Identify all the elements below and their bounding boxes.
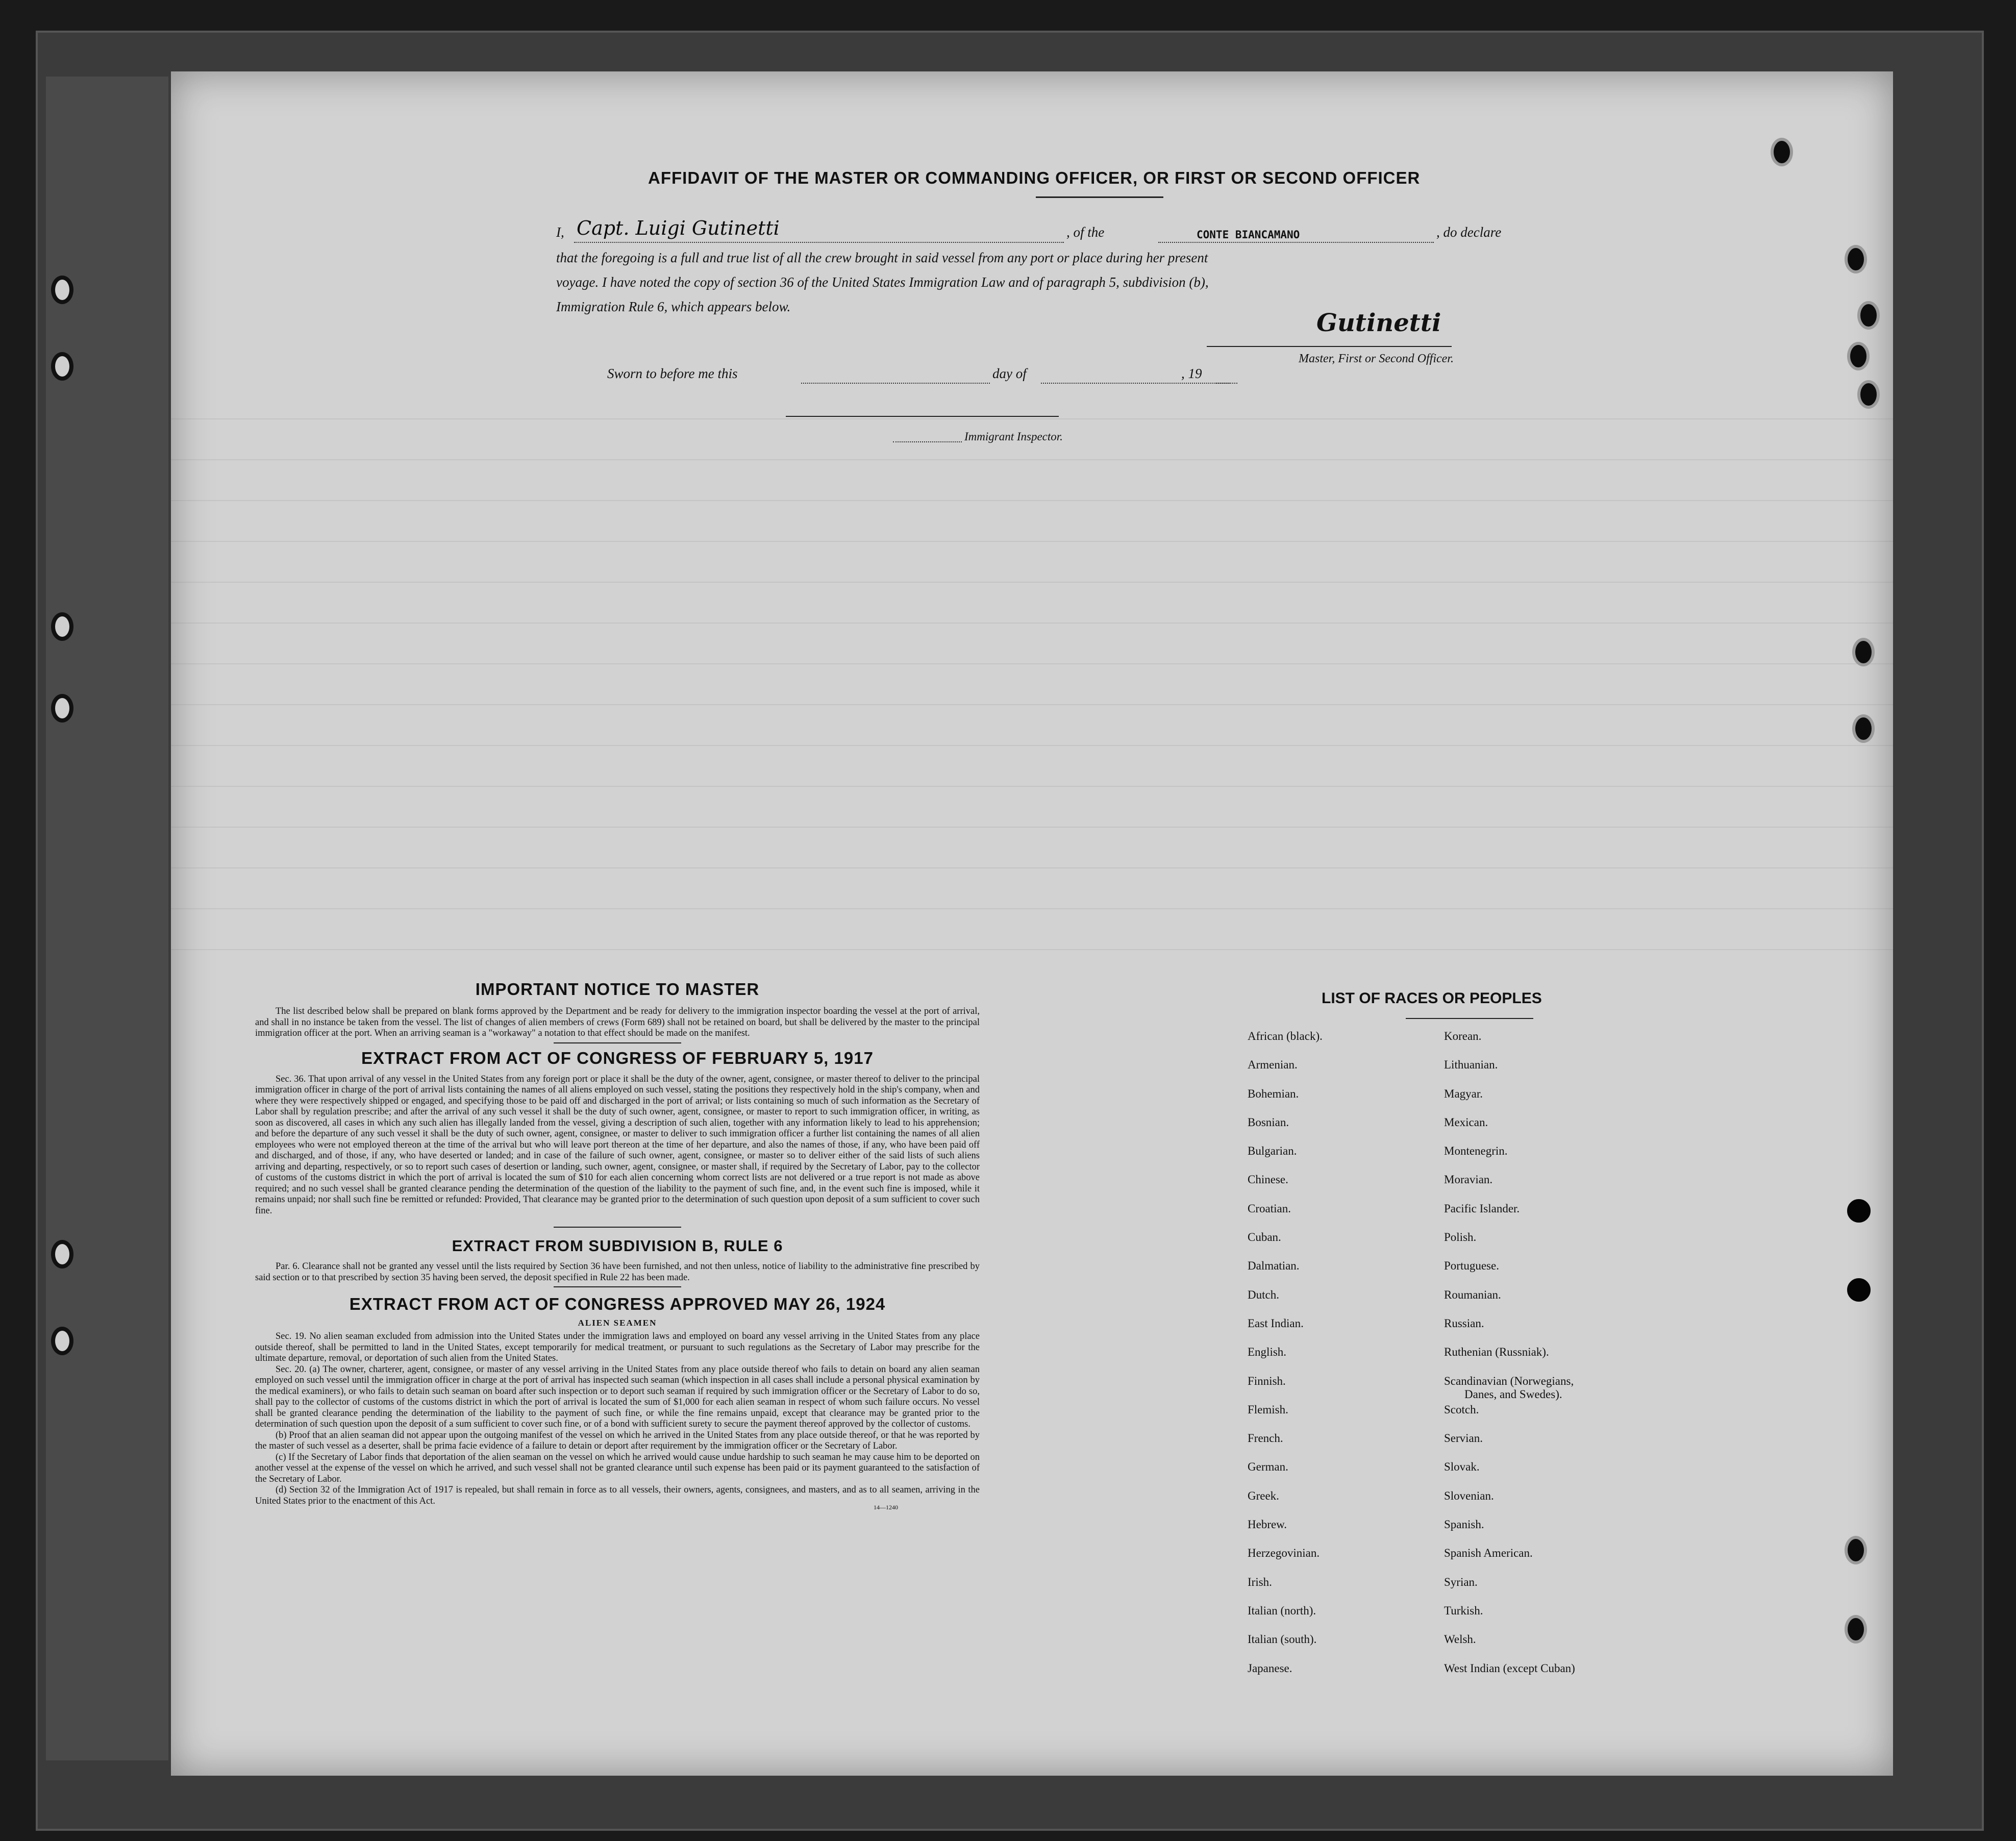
races-left-column xyxy=(1248,1030,1323,1690)
extract-rule6-title: EXTRACT FROM SUBDIVISION B, RULE 6 xyxy=(452,1237,783,1255)
races-list-title: LIST OF RACES OR PEOPLES xyxy=(1322,990,1542,1007)
sec20c-text: (c) If the Secretary of Labor finds that deportation of the alien seaman on the vessel on which he arrived would cause undue hardship to such seaman he may cause him to be deported on another vessel at the expense of the vessel on which he arrived, and such vessel shall not be granted clearance until such expense has been paid or its payment guaranteed to the satisfaction of the Secretary of Labor. xyxy=(255,1452,980,1484)
race-item: Finnish. xyxy=(1248,1374,1286,1387)
race-item: West Indian (except Cuban) xyxy=(1444,1661,1575,1675)
race-item-line: Scandinavian (Norwegians, xyxy=(1444,1374,1574,1387)
race-item: Spanish. xyxy=(1444,1518,1484,1531)
sworn-label: Sworn to before me this xyxy=(607,366,738,381)
punch-hole xyxy=(1845,245,1867,273)
race-item: Roumanian. xyxy=(1444,1288,1501,1301)
race-item: Servian. xyxy=(1444,1432,1483,1445)
signature-line xyxy=(1207,346,1452,347)
vessel-name: CONTE BIANCAMANO xyxy=(1197,229,1300,241)
officer-caption: Master, First or Second Officer. xyxy=(1299,352,1454,365)
sec20d-text: (d) Section 32 of the Immigration Act of 1917 is repealed, but shall remain in force as to all vessels, their owners, agents, consignees, and masters, and as to all seamen, arriving in the United States prior to the enactment of this Act. xyxy=(255,1485,980,1506)
declarant-prefix: I, xyxy=(556,225,564,240)
race-item-line: Danes, and Swedes). xyxy=(1464,1387,1562,1401)
punch-hole xyxy=(1857,380,1880,409)
year-fill-line xyxy=(1214,382,1237,384)
race-item: Hebrew. xyxy=(1248,1518,1287,1531)
punch-hole xyxy=(1852,714,1875,743)
document-page xyxy=(171,71,1893,1776)
race-item: Scotch. xyxy=(1444,1403,1479,1416)
punch-hole xyxy=(1847,1278,1871,1302)
race-item: Italian (south). xyxy=(1248,1633,1317,1646)
month-fill-line xyxy=(1041,382,1230,384)
day-of-label: day of xyxy=(992,366,1027,381)
race-item: Portuguese. xyxy=(1444,1259,1499,1273)
race-item: Dutch. xyxy=(1248,1288,1279,1301)
punch-hole xyxy=(51,612,73,641)
punch-hole xyxy=(1847,342,1870,370)
sec20a-text: Sec. 20. (a) The owner, charterer, agent, consignee, or master of any vessel arriving in the United States from any place outside thereof who fails to detain on board any alien seaman employed on such vessel until the immigration officer in charge at the port of arrival has inspected such seaman (which inspection in all cases shall include a personal physical examination by the medical examiners), or who fails to detain such seaman on board after such inspection or to deport such seaman if required by such immigration officer or the Secretary of Labor to do so, shall pay to the collector of customs of the customs district in which the port of arrival is located the sum of $1,000 for each alien seaman in respect of whom such failure occurs. No vessel shall be granted clearance pending the determination of the liability to the payment of such fine, or while the fine remains unpaid, except that clearance may be granted prior to the determination of such question upon the deposit of a sum sufficient to cover such fine, or of a bond with sufficient surety to secure the payment thereof approved by the collector of customs. xyxy=(255,1364,980,1429)
race-item: East Indian. xyxy=(1248,1316,1304,1330)
race-item: Cuban. xyxy=(1248,1231,1281,1244)
bleed-through-row xyxy=(171,704,1893,705)
extract-1917-title: EXTRACT FROM ACT OF CONGRESS OF FEBRUARY 5, 1917 xyxy=(361,1048,874,1067)
punch-hole xyxy=(1771,138,1793,166)
race-item: Bosnian. xyxy=(1248,1115,1289,1129)
race-item: Armenian. xyxy=(1248,1058,1298,1072)
bleed-through-row xyxy=(171,459,1893,460)
race-item: Korean. xyxy=(1444,1030,1482,1042)
punch-hole xyxy=(1845,1615,1867,1644)
race-item: Dalmatian. xyxy=(1248,1259,1300,1273)
do-declare-label: , do declare xyxy=(1436,225,1502,240)
race-item: Moravian. xyxy=(1444,1173,1493,1186)
race-item: Irish. xyxy=(1248,1575,1272,1588)
day-fill-line xyxy=(801,382,990,384)
race-item: French. xyxy=(1248,1432,1283,1445)
race-item: Bohemian. xyxy=(1248,1087,1299,1100)
punch-hole xyxy=(51,1327,73,1355)
affidavit-line-4: Immigration Rule 6, which appears below. xyxy=(556,299,791,314)
extract-1924-title: EXTRACT FROM ACT OF CONGRESS APPROVED MAY 26, 1924 xyxy=(349,1295,886,1313)
section-rule xyxy=(554,1286,681,1287)
bleed-through-row xyxy=(171,418,1893,419)
title-rule xyxy=(1036,196,1163,198)
sec19-text: Sec. 19. No alien seaman excluded from admission into the United States under the immigration laws and employed on board any vessel arriving in the United States from any place outside thereof, shall be permitted to land in the United States, except temporarily for medical treatment, or pursuant to such regulations as the Secretary of Labor may prescribe for the ultimate departure, removal, or deportation of such alien from the United States. xyxy=(255,1331,980,1363)
important-notice-text: The list described below shall be prepared on blank forms approved by the Department and be ready for delivery to the immigration inspector boarding the vessel at the port of arrival, and shall in no instance be taken from the vessel. The list of changes of alien members of crews (Form 689) shall not be retained on board, but shall be delivered by the master to the principal immigration officer at the port. When an arriving seaman is a "workaway" a notation to that effect should be made on the manifest. xyxy=(255,1006,980,1038)
punch-hole xyxy=(51,352,73,381)
affidavit-line-3: voyage. I have noted the copy of section 36 of the United States Immigration Law and of paragraph 5, subdivision (b), xyxy=(556,275,1209,290)
race-item: German. xyxy=(1248,1460,1288,1474)
affidavit-title: AFFIDAVIT OF THE MASTER OR COMMANDING OFFICER, OR FIRST OR SECOND OFFICER xyxy=(648,168,1421,187)
section-rule xyxy=(554,1042,681,1043)
race-item: Polish. xyxy=(1444,1231,1477,1244)
punch-hole xyxy=(51,276,73,304)
punch-hole xyxy=(1845,1536,1867,1564)
race-item-scandinavian xyxy=(1444,1375,1575,1403)
inspector-caption: Immigrant Inspector. xyxy=(964,430,1063,443)
section-rule xyxy=(554,1227,681,1228)
form-number: 14—1240 xyxy=(874,1504,898,1511)
race-item: Mexican. xyxy=(1444,1115,1488,1129)
alien-seamen-subtitle: ALIEN SEAMEN xyxy=(578,1318,657,1328)
important-notice-title: IMPORTANT NOTICE TO MASTER xyxy=(475,980,760,999)
bleed-through-row xyxy=(171,500,1893,501)
punch-hole xyxy=(1852,638,1875,666)
punch-hole xyxy=(1847,1199,1871,1223)
race-item: Lithuanian. xyxy=(1444,1058,1498,1072)
sec20b-text: (b) Proof that an alien seaman did not appear upon the outgoing manifest of the vessel on which he arrived in the United States from any place outside thereof, or that he was reported by the master of such vessel as a deserter, shall be prima facie evidence of a failure to detain or deport after requirement by the immigration officer or the Secretary of Labor. xyxy=(255,1430,980,1451)
race-item: Russian. xyxy=(1444,1316,1484,1330)
race-item: Herzegovinian. xyxy=(1248,1547,1320,1560)
race-item: Magyar. xyxy=(1444,1087,1483,1100)
bleed-through-row xyxy=(171,623,1893,624)
race-item: Slovak. xyxy=(1444,1460,1480,1474)
bleed-through-row xyxy=(171,949,1893,950)
race-item: African (black). xyxy=(1248,1030,1323,1042)
punch-hole xyxy=(1857,301,1880,330)
race-item: Chinese. xyxy=(1248,1173,1288,1186)
legal-notices xyxy=(255,980,980,1511)
race-item: Japanese. xyxy=(1248,1661,1292,1675)
vessel-fill-line xyxy=(1158,241,1434,243)
bleed-through-row xyxy=(171,786,1893,787)
bleed-through-row xyxy=(171,541,1893,542)
race-item: Pacific Islander. xyxy=(1444,1202,1520,1215)
of-the-label: , of the xyxy=(1066,225,1105,240)
races-right-column xyxy=(1444,1030,1575,1690)
punch-hole xyxy=(51,1240,73,1268)
binder-edge xyxy=(46,77,168,1760)
race-item: Ruthenian (Russniak). xyxy=(1444,1346,1549,1359)
race-item: Croatian. xyxy=(1248,1202,1291,1215)
officer-name: Capt. Luigi Gutinetti xyxy=(577,217,780,239)
races-title-rule xyxy=(1406,1018,1533,1019)
bleed-through-row xyxy=(171,827,1893,828)
race-item: Slovenian. xyxy=(1444,1489,1494,1502)
race-item: Italian (north). xyxy=(1248,1604,1316,1617)
race-item: Greek. xyxy=(1248,1489,1279,1502)
race-item: Syrian. xyxy=(1444,1575,1478,1588)
race-item: Flemish. xyxy=(1248,1403,1288,1416)
punch-hole xyxy=(51,694,73,723)
race-item: Welsh. xyxy=(1444,1633,1476,1646)
race-item: English. xyxy=(1248,1346,1287,1359)
officer-signature: Gutinetti xyxy=(1316,309,1441,337)
bleed-through-row xyxy=(171,582,1893,583)
bleed-through-row xyxy=(171,745,1893,746)
name-fill-line xyxy=(574,241,1064,243)
extract-1917-sec36: Sec. 36. That upon arrival of any vessel in the United States from any foreign port or place it shall be the duty of the owner, agent, consignee, or master thereof to deliver to the principal immigration officer in charge of the port of arrival lists containing the names of all aliens employed on such vessel, stating the positions they respectively hold in the ship's company, when and where they were respectively shipped or engaged, and specifying those to be paid off and discharged in the port of arrival; or lists containing so much of such information as the Secretary of Labor shall by regulation prescribe; and after the arrival of any such vessel it shall be the duty of such owner, agent, consignee, or master to report to such immigration officer, in writing, as soon as discovered, all cases in which any such alien has illegally landed from the vessel, giving a description of such alien, together with any information likely to lead to his apprehension; and before the departure of any such vessel it shall be the duty of such owner, agent, consignee, or master to deliver to such immigration officer a further list containing the names of all alien employees who were not employed thereon at the time of the arrival but who will leave port thereon at the time of her departure, and also the names of those, if any, who have been paid off and discharged, and of those, if any, who have deserted or landed; and in case of the failure of such owner, agent, consignee, or master so to deliver either of the said lists of such aliens arriving and departing, respectively, or so to report such cases of desertion or landing, such owner, agent, consignee, or master shall, if required by the Secretary of Labor, pay to the collector of customs of the customs district in which the port of arrival is located the sum of $10 for each alien concerning whom correct lists are not delivered or a true report is not made as above required; and no such vessel shall be granted clearance pending the determination of the question of the liability to the payment of such fine, and, in the event such fine is imposed, while it remains unpaid; nor shall such fine be remitted or refunded: Provided, That clearance may be granted prior to the determination of such question upon deposit of a sum sufficient to cover such fine. xyxy=(255,1074,980,1216)
race-item: Montenegrin. xyxy=(1444,1145,1508,1158)
inspector-fill-line xyxy=(893,440,962,442)
bleed-through-row xyxy=(171,663,1893,664)
extract-rule6-text: Par. 6. Clearance shall not be granted any vessel until the lists required by Section 36 have been furnished, and not then unless, notice of liability to the administrative fine prescribed by said section or to that prescribed by section 35 having been served, the deposit specified in Rule 22 has been made. xyxy=(255,1261,980,1283)
bleed-through-row xyxy=(171,908,1893,909)
year-prefix: , 19 xyxy=(1181,366,1202,381)
bleed-through-row xyxy=(171,867,1893,868)
race-item: Spanish American. xyxy=(1444,1547,1533,1560)
race-item: Turkish. xyxy=(1444,1604,1483,1617)
race-item: Bulgarian. xyxy=(1248,1145,1297,1158)
affidavit-line-2: that the foregoing is a full and true list of all the crew brought in said vessel from any port or place during her present xyxy=(556,250,1208,265)
inspector-signature-line xyxy=(786,416,1059,417)
